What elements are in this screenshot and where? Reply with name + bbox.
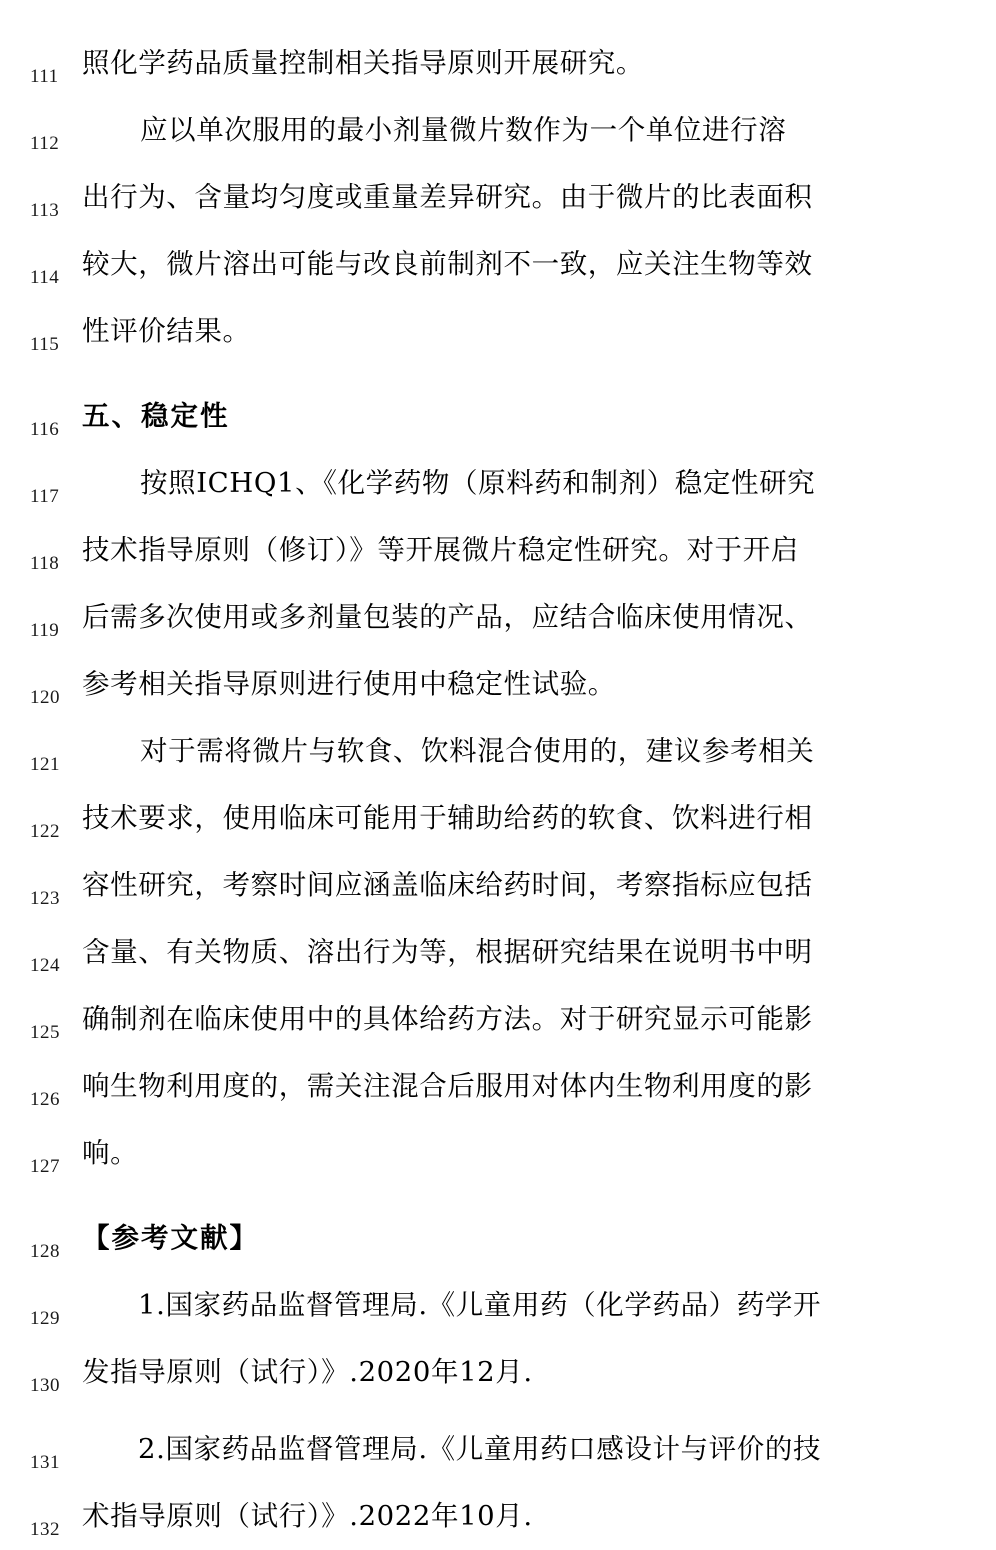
line-text: 性评价结果。 [82, 315, 251, 347]
line-number: 121 [30, 754, 60, 775]
line-text: 响生物利用度的，需关注混合后服用对体内生物利用度的影 [82, 1070, 813, 1102]
line-number: 115 [30, 334, 60, 355]
line-number: 129 [30, 1308, 60, 1329]
line-number: 112 [30, 133, 60, 154]
line-text: 技术要求，使用临床可能用于辅助给药的软食、饮料进行相 [82, 802, 813, 834]
line-number: 125 [30, 1022, 60, 1043]
document-line [28, 1053, 956, 1120]
document-line [28, 785, 956, 852]
document-line [28, 231, 956, 298]
line-number: 111 [30, 66, 59, 87]
document-line [28, 852, 956, 919]
line-text: 后需多次使用或多剂量包装的产品，应结合临床使用情况、 [82, 601, 813, 633]
document-line [28, 1416, 956, 1483]
line-number: 131 [30, 1452, 60, 1473]
section-heading: 五、稳定性 [82, 400, 230, 432]
line-text: 出行为、含量均匀度或重量差异研究。由于微片的比表面积 [82, 181, 813, 213]
line-number: 128 [30, 1241, 60, 1262]
line-text: 应以单次服用的最小剂量微片数作为一个单位进行溶 [140, 114, 787, 146]
line-number: 116 [30, 419, 60, 440]
document-line [28, 584, 956, 651]
document-line [28, 1483, 956, 1550]
document-line [28, 1272, 956, 1339]
document-line [28, 517, 956, 584]
line-text: 技术指导原则（修订）》等开展微片稳定性研究。对于开启 [82, 534, 799, 566]
document-line [28, 30, 956, 97]
line-text: 按照ICHQ1、《化学药物（原料药和制剂）稳定性研究 [140, 467, 816, 499]
line-number: 130 [30, 1375, 60, 1396]
line-number: 122 [30, 821, 60, 842]
document-line [28, 450, 956, 517]
line-number: 119 [30, 620, 60, 641]
document-line [28, 1339, 956, 1406]
document-line [28, 383, 956, 450]
line-text: 术指导原则（试行）》.2022年10月. [82, 1500, 533, 1532]
line-number: 118 [30, 553, 60, 574]
line-number: 117 [30, 486, 60, 507]
document-line [28, 919, 956, 986]
document-body [28, 30, 956, 1550]
line-text: 2.国家药品监督管理局.《儿童用药口感设计与评价的技 [138, 1433, 822, 1465]
document-line [28, 986, 956, 1053]
line-text: 参考相关指导原则进行使用中稳定性试验。 [82, 668, 616, 700]
line-number: 120 [30, 687, 60, 708]
paragraph-gap [28, 365, 956, 383]
document-line [28, 164, 956, 231]
line-number: 114 [30, 267, 60, 288]
line-text: 较大，微片溶出可能与改良前制剂不一致，应关注生物等效 [82, 248, 813, 280]
line-text: 发指导原则（试行）》.2020年12月. [82, 1356, 533, 1388]
line-number: 132 [30, 1519, 60, 1540]
line-number: 123 [30, 888, 60, 909]
document-line [28, 1205, 956, 1272]
references-heading: 【参考文献】 [82, 1222, 259, 1254]
line-text: 含量、有关物质、溶出行为等，根据研究结果在说明书中明 [82, 936, 813, 968]
line-text: 对于需将微片与软食、饮料混合使用的，建议参考相关 [140, 735, 815, 767]
line-text: 响。 [82, 1137, 139, 1169]
document-line [28, 298, 956, 365]
line-text: 容性研究，考察时间应涵盖临床给药时间，考察指标应包括 [82, 869, 813, 901]
paragraph-gap [28, 1187, 956, 1205]
line-text: 1.国家药品监督管理局.《儿童用药（化学药品）药学开 [138, 1289, 822, 1321]
line-number: 126 [30, 1089, 60, 1110]
line-number: 124 [30, 955, 60, 976]
line-number: 127 [30, 1156, 60, 1177]
paragraph-gap [28, 1406, 956, 1416]
line-number: 113 [30, 200, 60, 221]
document-line [28, 718, 956, 785]
document-line [28, 1120, 956, 1187]
line-text: 确制剂在临床使用中的具体给药方法。对于研究显示可能影 [82, 1003, 813, 1035]
document-line [28, 97, 956, 164]
document-line [28, 651, 956, 718]
line-text: 照化学药品质量控制相关指导原则开展研究。 [82, 47, 644, 79]
